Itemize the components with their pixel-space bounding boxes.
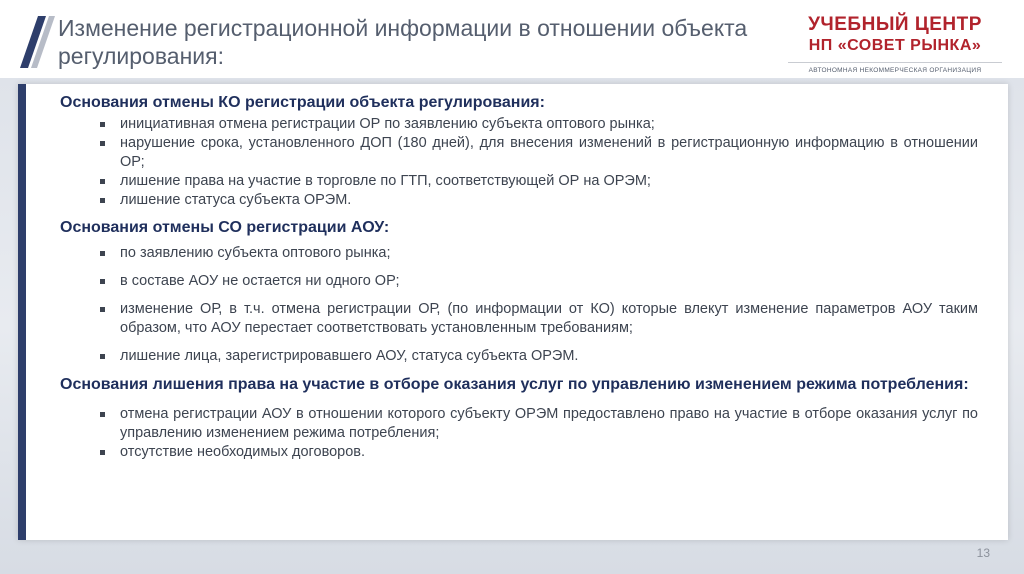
section-ko-cancel — [60, 92, 978, 210]
content-panel — [18, 84, 1008, 540]
list-item: лишение статуса субъекта ОРЭМ. — [100, 191, 978, 210]
slide-title: Изменение регистрационной информации в отношении объекта регулирования: — [58, 15, 748, 69]
content-body — [60, 92, 978, 462]
section-so-cancel — [60, 217, 978, 366]
section-right-revocation — [60, 374, 978, 462]
list-item: лишение лица, зарегистрировавшего АОУ, статуса субъекта ОРЭМ. — [100, 347, 978, 366]
bullet-list — [60, 244, 978, 366]
section-heading: Основания лишения права на участие в отборе оказания услуг по управлению изменением режима потребления: — [60, 376, 969, 393]
list-item: отмена регистрации АОУ в отношении которого субъекту ОРЭМ предоставлено право на участие в отборе оказания услуг по управлению изменением режима потребления; — [100, 405, 978, 443]
list-item: нарушение срока, установленного ДОП (180 дней), для внесения изменений в регистрационную информацию в отношении ОР; — [100, 134, 978, 172]
section-heading: Основания отмены СО регистрации АОУ: — [60, 219, 390, 236]
brand-subtitle: АВТОНОМНАЯ НЕКОММЕРЧЕСКАЯ ОРГАНИЗАЦИЯ — [808, 67, 982, 74]
section-heading: Основания отмены КО регистрации объекта регулирования: — [60, 94, 545, 111]
brand-name-line1: УЧЕБНЫЙ ЦЕНТР — [808, 14, 982, 35]
list-item: по заявлению субъекта оптового рынка; — [100, 244, 978, 263]
panel-accent-bar — [18, 84, 26, 540]
list-item: в составе АОУ не остается ни одного ОР; — [100, 272, 978, 291]
list-item: лишение права на участие в торговле по ГТП, соответствующей ОР на ОРЭМ; — [100, 172, 978, 191]
brand-divider — [788, 62, 1002, 63]
bullet-list — [60, 405, 978, 462]
list-item: отсутствие необходимых договоров. — [100, 443, 978, 462]
brand-logo — [788, 14, 1002, 74]
list-item: изменение ОР, в т.ч. отмена регистрации ОР, (по информации от КО) которые влекут изменение параметров АОУ таким образом, что АОУ перестает соответствовать установленным требованиям; — [100, 300, 978, 338]
page-number: 13 — [976, 546, 990, 560]
bullet-list — [60, 115, 978, 210]
list-item: инициативная отмена регистрации ОР по заявлению субъекта оптового рынка; — [100, 115, 978, 134]
brand-name-line2: НП «СОВЕТ РЫНКА» — [808, 37, 982, 54]
